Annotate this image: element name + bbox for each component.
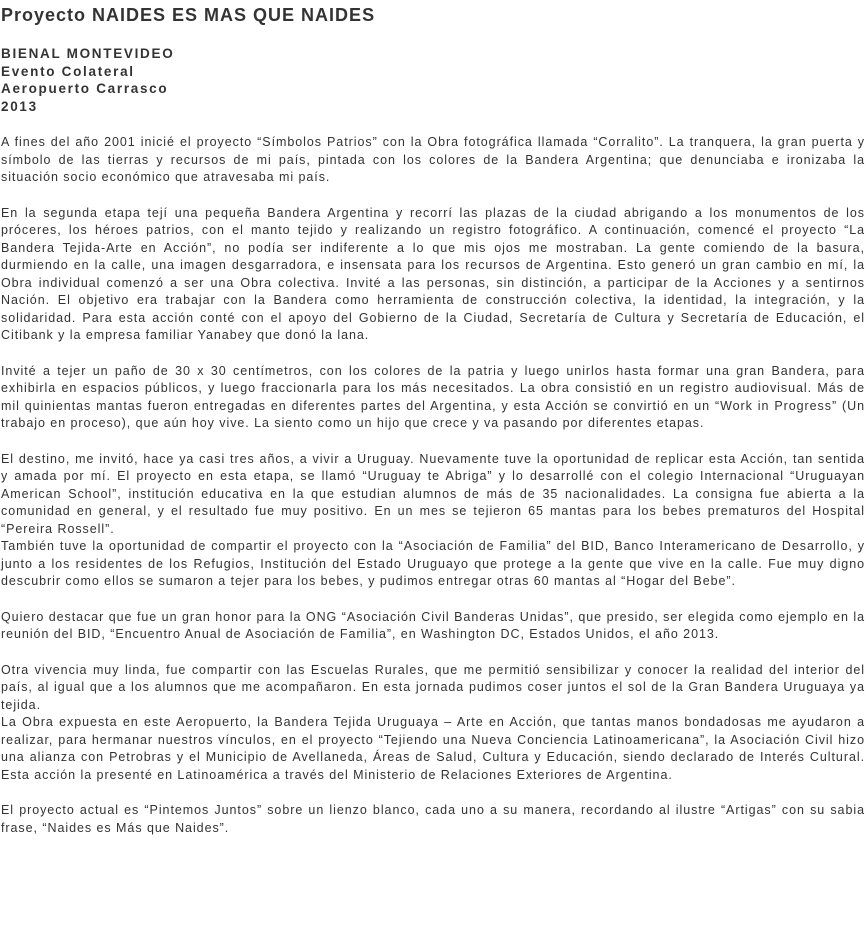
paragraph: Otra vivencia muy linda, fue compartir con las Escuelas Rurales, que me permitió sensibilizar y conocer la realidad del interior del país, al igual que a los alumnos que me acompañaron. En esta jornada pudimos coser juntos el sol de la Gran Bandera Uruguaya ya tejida. [1,662,865,712]
event-line-biennial: BIENAL MONTEVIDEO [1,46,175,61]
page-title: Proyecto NAIDES ES MAS QUE NAIDES [1,5,376,25]
event-line-year: 2013 [1,98,38,114]
paragraph: A fines del año 2001 inicié el proyecto “Símbolos Patrios” con la Obra fotográfica llamada “Corralito”. La tranquera, la gran puerta y símbolo de las tierras y recursos de mi país, pintada con los colores de la Bandera Argentina; que denunciaba e ironizaba la situación socio económico que atravesaba mi país. [1,135,865,184]
event-line-venue: Aeropuerto Carrasco [1,81,169,96]
paragraph: El proyecto actual es “Pintemos Juntos” sobre un lienzo blanco, cada uno a su manera, recordando al ilustre “Artigas” con su sabia frase, “Naides es Más que Naides”. [1,803,865,835]
paragraph: Quiero destacar que fue un gran honor para la ONG “Asociación Civil Banderas Unidas”, que presido, ser elegida como ejemplo en la reunión del BID, “Encuentro Anual de Asociación de Familia”, en Washington DC, Estados Unidos, el año 2013. [1,609,865,641]
paragraph: Invité a tejer un paño de 30 x 30 centímetros, con los colores de la patria y luego unirlos hasta formar una gran Bandera, para exhibirla en espacios públicos, y luego fraccionarla para los más necesitados. La obra consistió en un registro audiovisual. Más de mil quinientas mantas fueron entregadas en diferentes partes del Argentina, y esta Acción se convirtió en un “Work in Progress” (Un trabajo en proceso), que aún hoy vive. La siento como un hijo que crece y va pasando por diferentes etapas. [1,363,865,430]
paragraph: La Obra expuesta en este Aeropuerto, la Bandera Tejida Uruguaya – Arte en Acción, que tantas manos bondadosas me ayudaron a realizar, para hermanar nuestros vínculos, en el proyecto “Tejiendo una Nueva Conciencia Latinoamericana”, la Asociación Civil hizo una alianza con Petrobras y el Municipio de Avellaneda, Áreas de Salud, Cultura y Educación, siendo declarado de Interés Cultural. Esta acción la presenté en Latinoamérica a través del Ministerio de Relaciones Exteriores de Argentina. [1,715,865,782]
event-info [1,45,865,115]
paragraph: El destino, me invitó, hace ya casi tres años, a vivir a Uruguay. Nuevamente tuve la oportunidad de replicar esta Acción, tan sentida y amada por mí. El proyecto en esta etapa, se llamó “Uruguay te Abriga” y lo desarrollé con el colegio Internacional “Uruguayan American School”, institución educativa en la que estudian alumnos de más de 35 nacionalidades. La consigna fue abierta a la comunidad en general, y el resultado fue muy positivo. En un mes se tejieron 65 mantas para los bebes prematuros del Hospital “Pereira Rossell”. [1,451,865,536]
article-body [1,134,865,837]
event-line-type: Evento Colateral [1,63,135,79]
paragraph: También tuve la oportunidad de compartir el proyecto con la “Asociación de Familia” del BID, Banco Interamericano de Desarrollo, y junto a los residentes de los Refugios, Institución del Estado Uruguayo que protege a la gente que vive en la calle. Fue muy digno descubrir como ellos se sumaron a tejer para los bebes, y pudimos entregar otras 60 mantas al “Hogar del Bebe”. [1,539,865,588]
paragraph: En la segunda etapa tejí una pequeña Bandera Argentina y recorrí las plazas de la ciudad abrigando a los monumentos de los próceres, los héroes patrios, con el manto tejido y realizando un registro fotográfico. A continuación, comencé el proyecto “La Bandera Tejida-Arte en Acción”, no podía ser indiferente a lo que mis ojos me mostraban. La gente comiendo de la basura, durmiendo en la calle, una imagen desgarradora, e insensata para los recursos de Argentina. Esto generó un gran cambio en mí, la Obra individual comenzó a ser una Obra colectiva. Invité a las personas, sin distinción, a participar de la Acciones y a sentirnos Nación. El objetivo era trabajar con la Bandera como herramienta de construcción colectiva, la identidad, la integración, y la solidaridad. Para esta acción conté con el apoyo del Gobierno de la Ciudad, Secretaría de Cultura y Secretaría de Educación, el Citibank y la empresa familiar Yanabey que donó la lana. [1,205,865,342]
